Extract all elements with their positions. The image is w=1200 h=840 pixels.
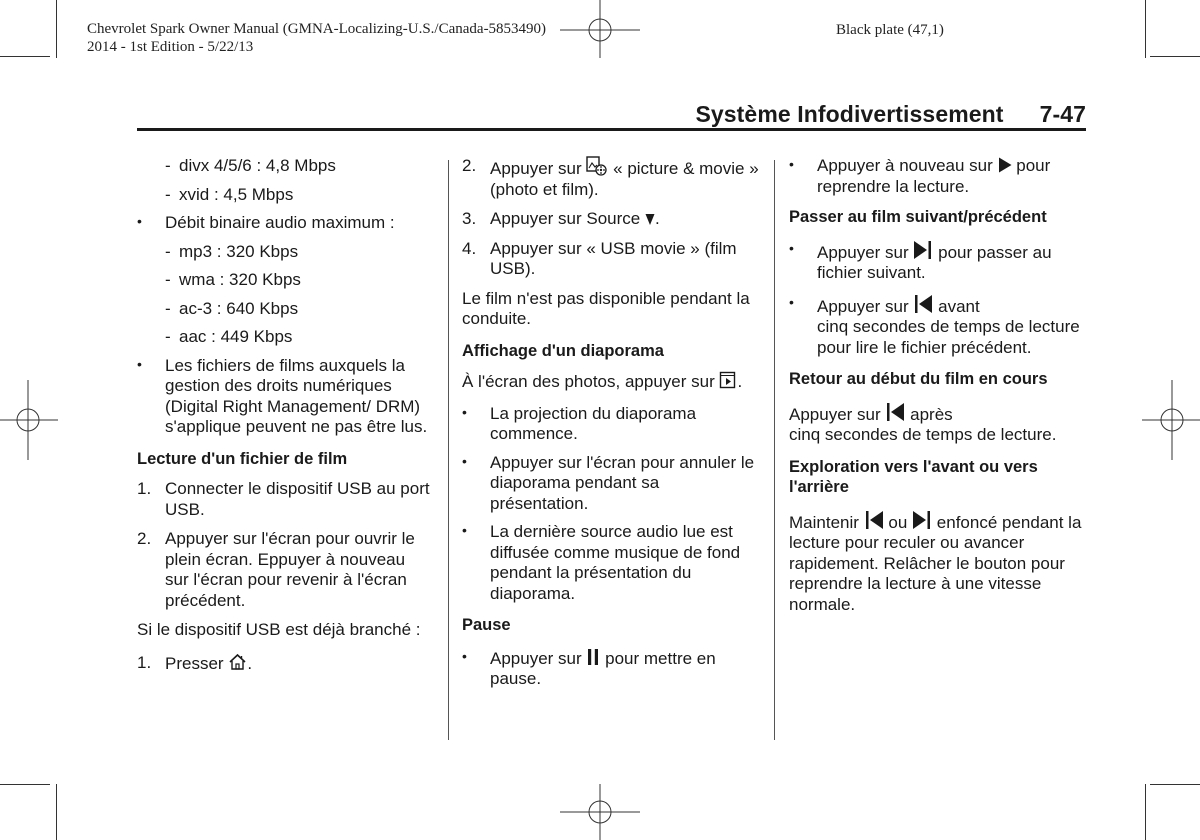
next-track-icon [913, 240, 933, 260]
list-item: • Appuyer à nouveau sur pour reprendre la lecture. [789, 156, 1051, 196]
pause-icon [586, 648, 600, 666]
registration-mark [560, 0, 640, 58]
crop-mark [1150, 784, 1200, 785]
crop-mark [1150, 56, 1200, 57]
triangle-down-icon [645, 212, 655, 226]
subsection-heading: Retour au début du film en cours [789, 370, 1048, 388]
list-item: • Appuyer sur pour mettre en pause. [462, 647, 716, 688]
crop-mark [56, 784, 57, 840]
list-item: • La dernière source audio lue est diffusée comme musique de fond pendant la présentation du diaporama. [462, 522, 741, 603]
plate-label: Black plate (47,1) [836, 22, 944, 38]
list-item: - mp3 : 320 Kbps [165, 241, 299, 261]
list-item: 2. Appuyer sur « picture & movie » (photo et film). [462, 156, 759, 199]
column-1 [137, 156, 433, 683]
paragraph: Appuyer sur après cinq secondes de temps de lecture. [789, 402, 1087, 446]
list-item: - divx 4/5/6 : 4,8 Mbps [165, 156, 336, 175]
crop-mark [0, 784, 50, 785]
list-item: • Appuyer sur avant cinq secondes de temps de lecture pour lire le fichier précédent. [789, 293, 1080, 357]
picture-movie-icon [586, 156, 608, 176]
paragraph: Si le dispositif USB est déjà branché : [137, 620, 421, 639]
home-icon [228, 653, 247, 671]
prev-track-icon [864, 510, 884, 530]
subsection-heading: Affichage d'un diaporama [462, 341, 664, 360]
registration-mark [1142, 380, 1200, 460]
page-number: 7-47 [1039, 101, 1086, 127]
list-item: - wma : 320 Kbps [165, 270, 301, 289]
header-line-2: 2014 - 1st Edition - 5/22/13 [87, 39, 254, 55]
list-item: - ac-3 : 640 Kbps [165, 298, 299, 318]
header-line-1: Chevrolet Spark Owner Manual (GMNA-Localizing-U.S./Canada-5853490) [87, 21, 547, 37]
paragraph: Le film n'est pas disponible pendant la conduite. [462, 288, 750, 328]
prev-track-icon [885, 402, 905, 422]
list-item: 4. Appuyer sur « USB movie » (film USB). [462, 238, 737, 278]
list-item: 1. Connecter le dispositif USB au port USB. [137, 479, 430, 519]
column-divider [774, 160, 775, 740]
crop-mark [0, 56, 50, 57]
subsection-heading: Lecture d'un fichier de film [137, 449, 348, 468]
column-2 [462, 156, 762, 698]
play-icon [998, 157, 1012, 173]
list-item: 1. Presser . [137, 652, 253, 673]
next-track-icon [912, 510, 932, 530]
list-item: • Appuyer sur pour passer au fichier suivant. [789, 239, 1052, 282]
crop-mark [56, 0, 57, 58]
list-item: 3. Appuyer sur Source . [462, 209, 660, 228]
column-divider [448, 160, 449, 740]
list-item: 2. Appuyer sur l'écran pour ouvrir le plein écran. Eppuyer à nouveau sur l'écran pour revenir à l'écran précédent. [137, 529, 415, 610]
list-item: • Les fichiers de films auxquels la gestion des droits numériques (Digital Right Management/ DRM) s'applique peuvent ne pas être lus. [137, 355, 428, 436]
subsection-heading: Pause [462, 616, 511, 634]
registration-mark [560, 784, 640, 840]
crop-mark [1145, 784, 1146, 840]
column-3 [789, 156, 1087, 624]
list-item: - aac : 449 Kbps [165, 327, 293, 346]
subsection-heading: Passer au film suivant/précédent [789, 208, 1047, 226]
section-header [600, 101, 1086, 128]
list-item: • Débit binaire audio maximum : [137, 213, 395, 232]
header-rule [137, 128, 1086, 131]
paragraph: À l'écran des photos, appuyer sur . [462, 372, 743, 391]
list-item: - xvid : 4,5 Mbps [165, 184, 294, 204]
list-item: • Appuyer sur l'écran pour annuler le diaporama pendant sa présentation. [462, 452, 755, 513]
print-header-info [87, 20, 546, 56]
prev-track-icon [913, 294, 933, 314]
list-item: • La projection du diaporama commence. [462, 403, 697, 443]
slideshow-icon [719, 371, 737, 389]
subsection-heading: Exploration vers l'avant ou vers l'arrière [789, 457, 1038, 496]
registration-mark [0, 380, 58, 460]
section-title: Système Infodivertissement [695, 101, 1004, 127]
paragraph: Maintenir ou enfoncé pendant la lecture pour reculer ou avancer rapidement. Relâcher le bouton pour reprendre la lecture à une vitesse normale. [789, 510, 1087, 616]
crop-mark [1145, 0, 1146, 58]
